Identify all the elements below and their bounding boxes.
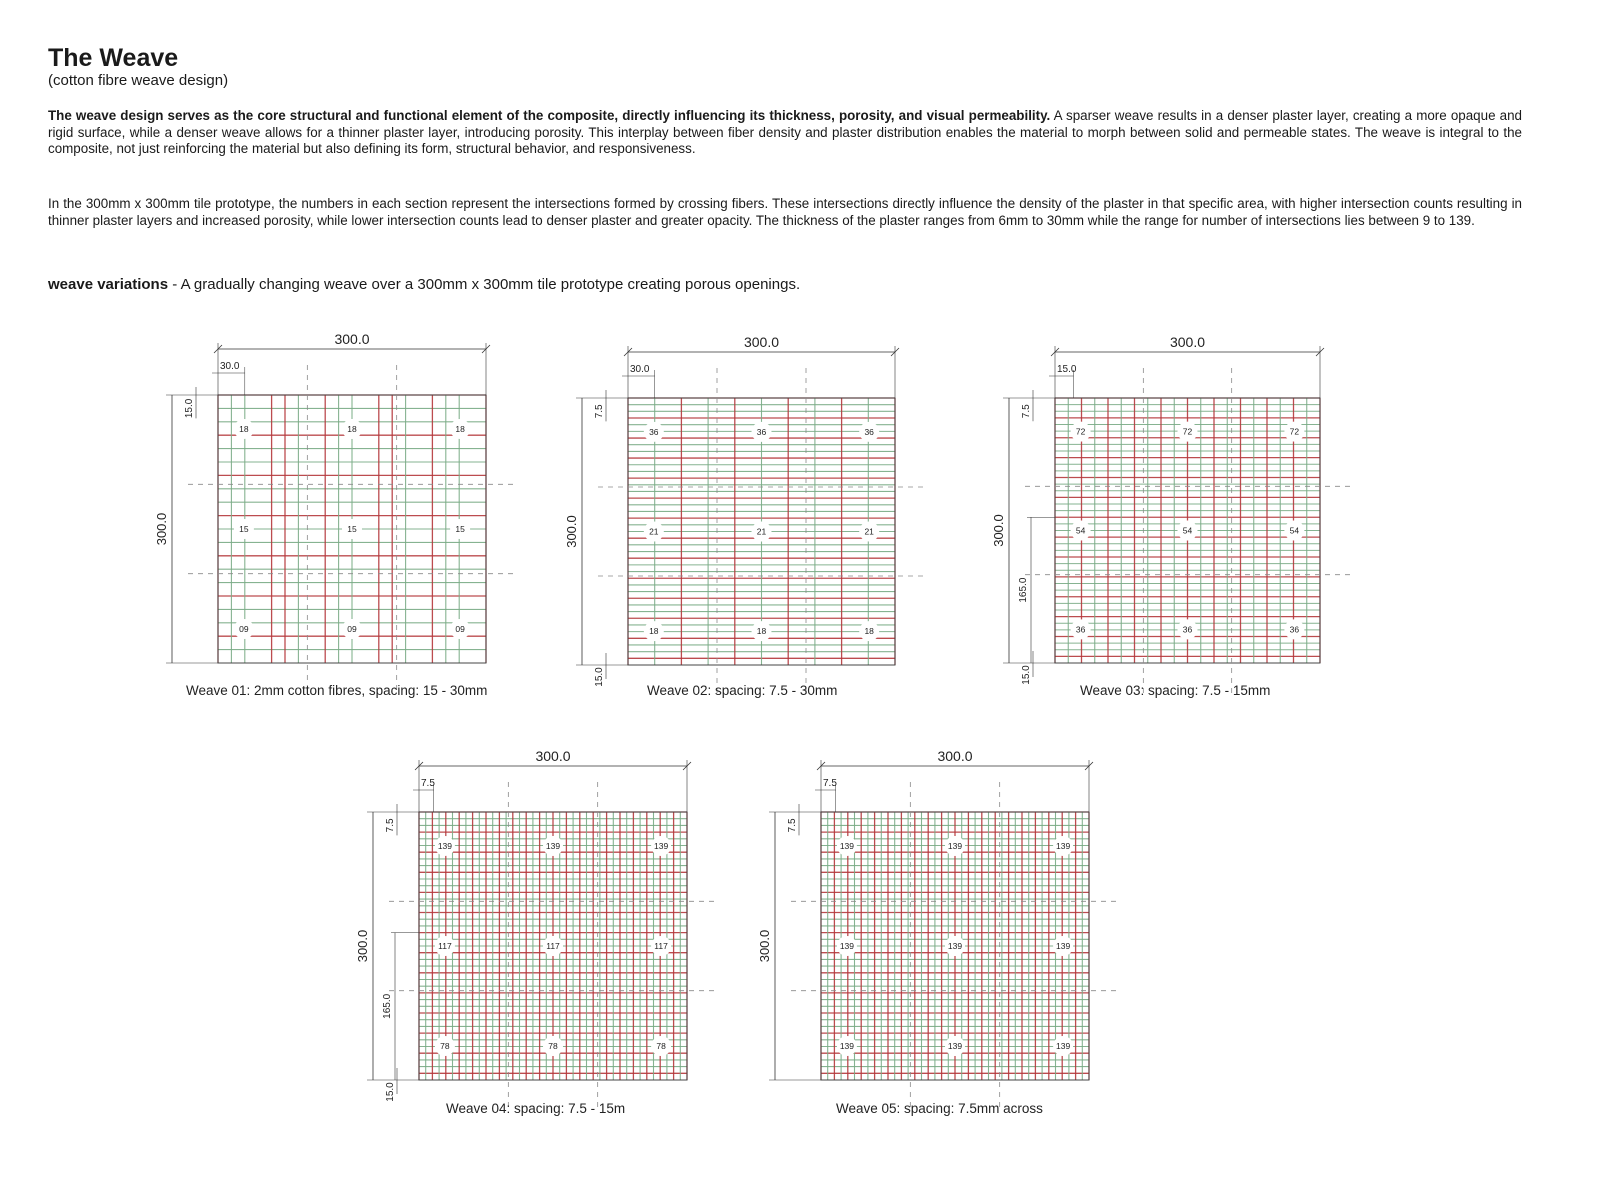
intersection-count: 54 (1182, 525, 1193, 536)
intersection-count: 21 (864, 526, 874, 537)
weave-caption: Weave 03: spacing: 7.5 - 15mm (1080, 683, 1271, 698)
intersection-count: 72 (1075, 426, 1086, 437)
intersection-count: 18 (649, 626, 659, 637)
intersection-count: 54 (1075, 525, 1086, 536)
intersection-count: 18 (756, 626, 767, 637)
intersection-count: 117 (546, 941, 560, 951)
page-subtitle: (cotton fibre weave design) (48, 72, 229, 89)
intersection-count: 18 (864, 626, 874, 637)
height-dimension-label: 300.0 (355, 929, 370, 963)
width-dimension-label: 300.0 (1169, 334, 1206, 350)
weave-drawing-3 (991, 334, 1350, 698)
intersection-count: 117 (438, 941, 452, 951)
intersection-count: 36 (1289, 624, 1300, 635)
page-title: The Weave (48, 44, 179, 72)
top-spacing-label: 7.5 (421, 778, 435, 789)
intersection-count: 36 (864, 426, 874, 437)
weave-drawing-4 (355, 748, 717, 1116)
intersection-count: 78 (548, 1041, 558, 1052)
bottom-dimension-label: 15.0 (385, 1082, 396, 1102)
bottom-dimension-label: 15.0 (1021, 665, 1032, 685)
intersection-count: 15 (239, 524, 249, 534)
intersection-count: 139 (1055, 1041, 1071, 1052)
weave-drawing-2 (564, 334, 925, 698)
intersection-count: 139 (947, 941, 963, 951)
intersection-count: 09 (347, 624, 357, 635)
left-spacing-label: 7.5 (385, 818, 396, 833)
intersection-count: 18 (239, 423, 249, 434)
intersection-count: 21 (649, 526, 659, 537)
intersection-count: 78 (440, 1041, 450, 1052)
intersection-count: 36 (756, 426, 767, 437)
top-spacing-label: 7.5 (823, 778, 837, 789)
intersection-count: 139 (839, 1041, 855, 1052)
left-spacing-label: 7.5 (594, 404, 605, 419)
top-spacing-label: 30.0 (220, 361, 240, 372)
weave-variations-text: - A gradually changing weave over a 300mm x 300mm tile prototype creating porous openings. (168, 276, 801, 293)
width-dimension-label: 300.0 (535, 748, 571, 764)
width-dimension-label: 300.0 (334, 331, 370, 347)
intro-bold-lead: The weave design serves as the core structural and functional element of the composite, directly influencing its thickness, porosity, and visual permeability. (48, 108, 1051, 123)
intersection-count: 18 (455, 423, 465, 434)
weave-caption: Weave 04: spacing: 7.5 - 15m (446, 1101, 626, 1116)
intersection-count: 15 (347, 524, 357, 534)
weave-caption: Weave 02: spacing: 7.5 - 30mm (647, 683, 838, 698)
height-dimension-label: 300.0 (757, 929, 772, 963)
top-spacing-label: 30.0 (630, 364, 650, 375)
left-spacing-label: 7.5 (1021, 404, 1032, 419)
height-dimension-label: 300.0 (154, 512, 169, 546)
intersection-count: 09 (239, 624, 249, 635)
left-spacing-label: 15.0 (184, 398, 195, 419)
intersection-count: 139 (839, 840, 855, 851)
weave-drawing-1 (154, 331, 516, 698)
intersection-count: 139 (545, 840, 561, 851)
left-spacing-label: 7.5 (787, 818, 798, 833)
intersection-count: 18 (347, 423, 357, 434)
intersection-count: 78 (656, 1041, 666, 1052)
mid-dimension-label: 165.0 (1018, 577, 1029, 603)
intersection-count: 139 (653, 840, 669, 851)
intersection-count: 139 (839, 941, 855, 951)
weave-caption: Weave 05: spacing: 7.5mm across (836, 1101, 1043, 1116)
intro-rest: A sparser weave results in a denser plaster layer, creating a more opaque and rigid surface, while a denser weave allows for a thinner plaster layer, introducing porosity. This interplay between fiber density and plaster distribution enables the material to morph between solid and permeable states. The weave is integral to the composite, not just reinforcing the material but also defining its form, structural behavior, and responsiveness. (48, 108, 1522, 156)
height-dimension-label: 300.0 (991, 514, 1006, 547)
intersection-count: 139 (947, 1041, 963, 1052)
intersection-count: 36 (1182, 624, 1193, 635)
intersection-count: 139 (1055, 840, 1071, 851)
width-dimension-label: 300.0 (743, 334, 780, 350)
top-spacing-label: 15.0 (1057, 364, 1077, 375)
intersection-count: 139 (437, 840, 453, 851)
intersection-count: 36 (1075, 624, 1086, 635)
intersection-count: 139 (1055, 941, 1071, 951)
prototype-paragraph: In the 300mm x 300mm tile prototype, the numbers in each section represent the intersections formed by crossing fibers. These intersections directly influence the density of the plaster in that specific area, with higher intersection counts resulting in thinner plaster layers and increased porosity, while lower intersection counts lead to denser plaster and greater opacity. The thickness of the plaster ranges from 6mm to 30mm while the range for number of intersections lies between 9 to 139. (48, 196, 1522, 228)
width-dimension-label: 300.0 (937, 748, 973, 764)
bottom-dimension-label: 15.0 (594, 667, 605, 687)
weave-drawing-5 (757, 748, 1119, 1116)
intersection-count: 36 (649, 426, 659, 437)
weave-caption: Weave 01: 2mm cotton fibres, spacing: 15 - 30mm (186, 683, 488, 698)
mid-dimension-label: 165.0 (382, 993, 393, 1019)
intersection-count: 54 (1289, 525, 1300, 536)
intersection-count: 72 (1289, 426, 1300, 437)
weave-variations-label: weave variations (48, 276, 169, 293)
intersection-count: 15 (455, 524, 465, 534)
intersection-count: 139 (947, 840, 963, 851)
intersection-count: 72 (1182, 426, 1193, 437)
intersection-count: 21 (756, 526, 767, 537)
intersection-count: 117 (654, 941, 668, 951)
height-dimension-label: 300.0 (564, 515, 579, 548)
intersection-count: 09 (455, 624, 465, 635)
